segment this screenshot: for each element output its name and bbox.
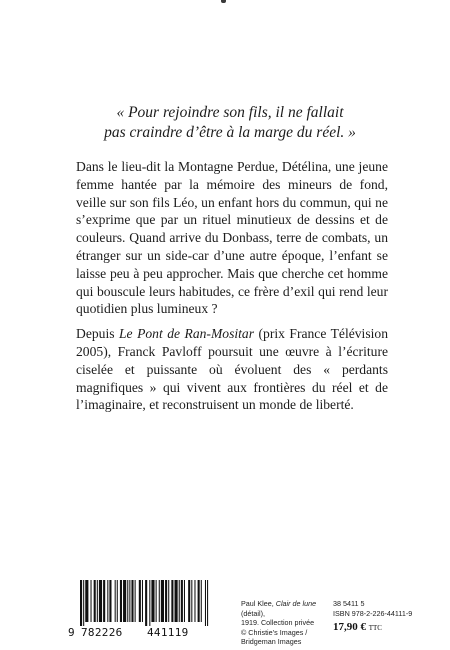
barcode-bar xyxy=(107,580,108,622)
isbn-block xyxy=(333,599,443,618)
barcode-bar xyxy=(159,580,160,622)
barcode-bar xyxy=(168,580,169,622)
paragraph-2-rest: (prix France Télévision 2005), Franck Pavloff poursuit une œuvre à l’écriture ciselée et puissante où évoluent des « perdants magnifiques » qui vivent aux frontières du réel et de l’imaginaire, et reconstruisent un monde de liberté. xyxy=(76,326,388,413)
barcode-bar xyxy=(179,580,180,622)
barcode-bars xyxy=(68,578,216,628)
barcode-lead-digit: 9 xyxy=(68,626,75,639)
price-amount: 17,90 € xyxy=(333,621,366,633)
internal-code: 38 5411 5 xyxy=(333,599,365,608)
barcode-bar xyxy=(188,580,190,622)
barcode-bar xyxy=(115,580,116,622)
quote-line-2: pas craindre d’être à la marge du réel. » xyxy=(104,124,356,141)
barcode-bar xyxy=(149,580,150,626)
barcode-bar xyxy=(135,580,136,622)
barcode-bar xyxy=(83,580,84,626)
credit-line-2: 1919. Collection privée xyxy=(241,618,315,628)
price-ttc: TTC xyxy=(368,624,382,632)
credit-line-4: Bridgeman Images xyxy=(241,637,302,647)
barcode-bar xyxy=(99,580,102,622)
quote-line-1: « Pour rejoindre son fils, il ne fallait xyxy=(116,104,344,121)
back-cover-quote xyxy=(60,103,400,143)
barcode-bar xyxy=(205,580,206,626)
barcode-bar xyxy=(151,580,154,622)
barcode-bar xyxy=(109,580,111,622)
barcode-bar xyxy=(207,580,208,626)
barcode-group-2: 441119 xyxy=(147,626,189,639)
credit-artist: Paul Klee, xyxy=(241,599,276,608)
barcode-bar xyxy=(80,580,82,626)
barcode-bar xyxy=(165,580,167,622)
price xyxy=(333,621,382,633)
isbn-number: ISBN 978-2-226-44111-9 xyxy=(333,608,413,618)
barcode-bar xyxy=(94,580,96,622)
top-mark xyxy=(221,0,226,3)
barcode-bar xyxy=(131,580,133,622)
barcode-bar xyxy=(127,580,128,622)
credit-detail: (détail), xyxy=(241,608,265,618)
barcode-bar xyxy=(184,580,185,622)
credit-line-3: © Christie’s Images / xyxy=(241,627,308,637)
barcode-bar xyxy=(123,580,126,622)
barcode-bar xyxy=(194,580,195,622)
barcode-bar xyxy=(181,580,183,622)
barcode-bar xyxy=(156,580,157,622)
barcode-bar xyxy=(198,580,200,622)
barcode-bar xyxy=(97,580,98,622)
barcode-bar xyxy=(103,580,105,622)
barcode-bar xyxy=(85,580,88,622)
credit-work: Clair de lune xyxy=(275,599,317,608)
blurb-paragraph-2 xyxy=(76,325,388,414)
image-credit xyxy=(241,599,331,647)
barcode-bar xyxy=(139,580,141,622)
book-title-reference: Le Pont de Ran-Mositar xyxy=(119,326,255,342)
barcode-bar xyxy=(175,580,178,622)
barcode xyxy=(68,578,216,642)
barcode-bar xyxy=(120,580,122,622)
barcode-bar xyxy=(129,580,130,622)
blurb-paragraph-1: Dans le lieu-dit la Montagne Perdue, Détélina, une jeune femme hantée par la mémoire des mineurs de fond, veille sur son fils Léo, un enfant hors du commun, qui ne s’exprime que par un rituel minutieux de dessins et de couleurs. Quand arrive du Donbass, terre de combats, un étranger sur un side-car d’une autre époque, l’enfant se laisse peu à peu approcher. Mais que cherche cet homme qui bouscule leurs habitudes, ce frère d’exil qui rend leur quotidien plus lumineux ? xyxy=(76,159,388,317)
barcode-bar xyxy=(142,580,143,622)
barcode-bar xyxy=(91,580,92,622)
barcode-bar xyxy=(191,580,192,622)
barcode-group-1: 782226 xyxy=(81,626,123,639)
barcode-bar xyxy=(161,580,164,622)
barcode-bar xyxy=(145,580,147,626)
barcode-bar xyxy=(171,580,173,622)
barcode-bar xyxy=(117,580,118,622)
paragraph-2-lead: Depuis xyxy=(76,326,119,342)
barcode-bar xyxy=(201,580,202,622)
blurb xyxy=(76,158,388,414)
